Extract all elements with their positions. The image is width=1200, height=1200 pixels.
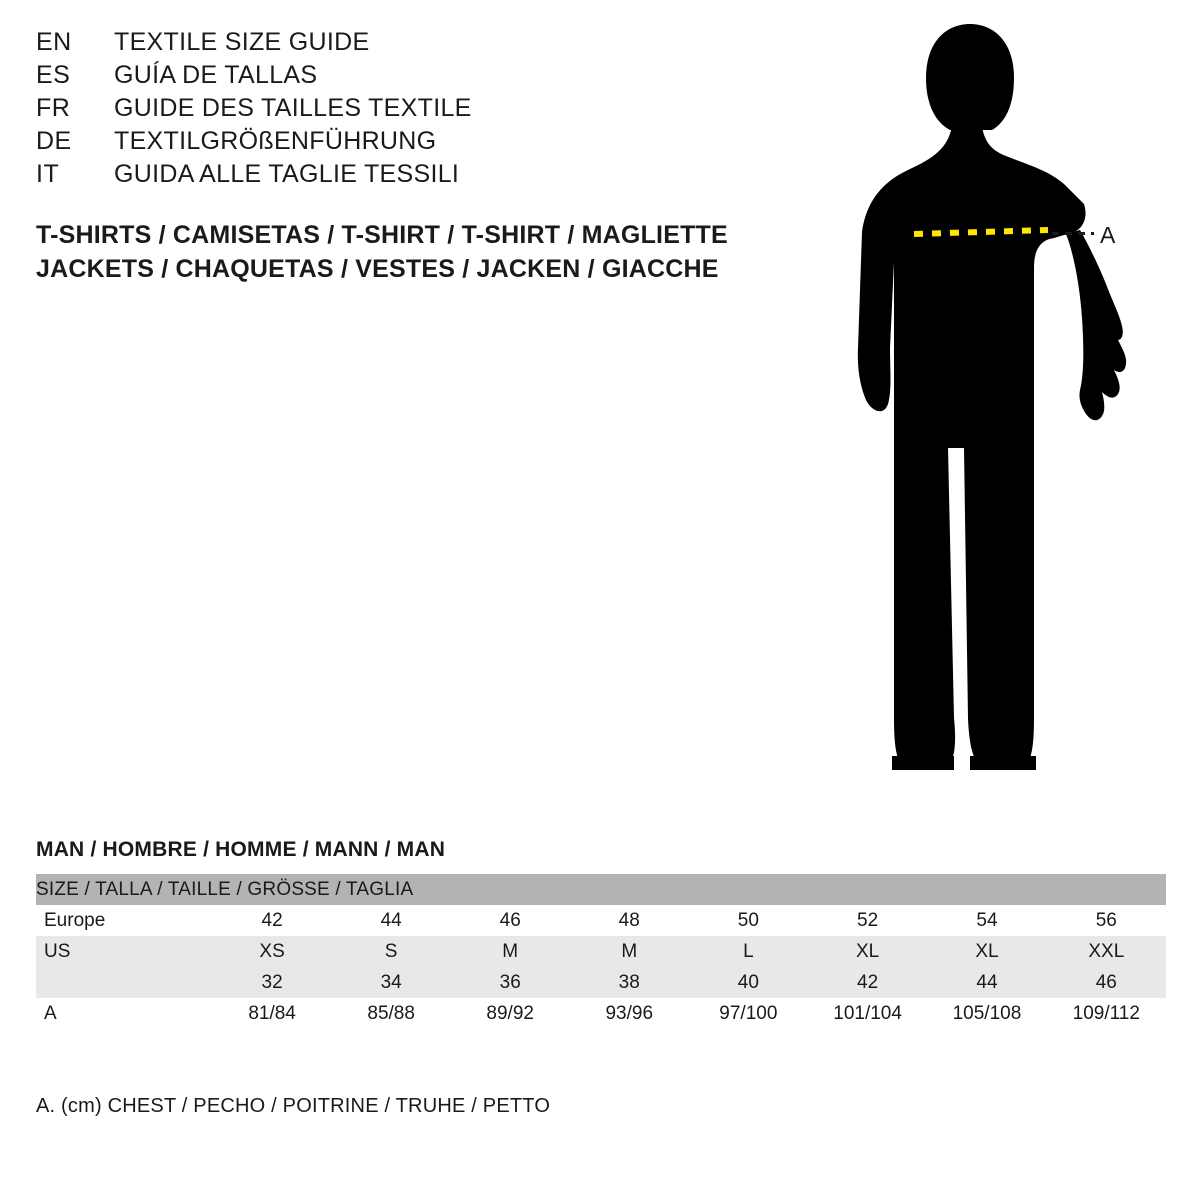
table-row: [36, 967, 1166, 998]
cell: 50: [737, 909, 759, 931]
language-row: [36, 28, 796, 61]
cell: 105/108: [952, 1002, 1022, 1024]
cell: XXL: [1088, 940, 1125, 962]
language-code: FR: [36, 94, 71, 122]
table-row: [36, 998, 1166, 1029]
cell: 54: [976, 909, 998, 931]
language-row: [36, 94, 796, 127]
cell: 42: [857, 971, 879, 993]
cell: XL: [855, 940, 880, 962]
cell: 40: [737, 971, 759, 993]
cell: 52: [857, 909, 879, 931]
cell: 85/88: [367, 1002, 415, 1024]
garment-category-list: [36, 218, 728, 286]
language-title: TEXTILE SIZE GUIDE: [114, 28, 370, 56]
cell: 56: [1095, 909, 1117, 931]
cell: 34: [380, 971, 402, 993]
row-label: A: [44, 1002, 57, 1024]
table-header-row: [36, 874, 1166, 905]
table-row: [36, 936, 1166, 967]
language-title: GUIDE DES TAILLES TEXTILE: [114, 94, 472, 122]
table-section-title: MAN / HOMBRE / HOMME / MANN / MAN: [36, 838, 446, 861]
row-label: [36, 967, 213, 998]
cell: XS: [259, 940, 285, 962]
cell: S: [384, 940, 398, 962]
cell: L: [743, 940, 754, 962]
cell: 44: [380, 909, 402, 931]
cell: 32: [261, 971, 283, 993]
language-code: ES: [36, 61, 71, 89]
row-label: Europe: [44, 909, 106, 931]
cell: 109/112: [1072, 1002, 1140, 1024]
category-jackets: JACKETS / CHAQUETAS / VESTES / JACKEN / GIACCHE: [36, 255, 719, 283]
measure-label-a: A: [1100, 222, 1116, 248]
language-title-list: [36, 28, 796, 193]
row-label: US: [44, 940, 71, 962]
cell: 42: [261, 909, 283, 931]
cell: 48: [618, 909, 640, 931]
table-header-label: SIZE / TALLA / TAILLE / GRÖSSE / TAGLIA: [36, 878, 414, 900]
language-code: DE: [36, 127, 72, 155]
cell: 46: [499, 909, 521, 931]
footnote-chest-measurement: A. (cm) CHEST / PECHO / POITRINE / TRUHE / PETTO: [36, 1095, 551, 1117]
size-table-section: [36, 838, 1166, 1029]
measure-leader-line: [1052, 232, 1094, 235]
language-title: TEXTILGRÖßENFÜHRUNG: [114, 127, 437, 155]
language-code: EN: [36, 28, 72, 56]
cell: 89/92: [486, 1002, 534, 1024]
cell: M: [621, 940, 638, 962]
language-row: [36, 61, 796, 94]
cell: 44: [976, 971, 998, 993]
cell: 46: [1095, 971, 1117, 993]
silhouette-svg: [830, 18, 1170, 788]
cell: 38: [618, 971, 640, 993]
cell: XL: [975, 940, 999, 962]
cell: M: [502, 940, 519, 962]
language-title: GUÍA DE TALLAS: [114, 61, 318, 89]
cell: 81/84: [248, 1002, 296, 1024]
size-table: [36, 874, 1166, 1029]
cell: 36: [499, 971, 521, 993]
cell: 97/100: [719, 1002, 778, 1024]
male-silhouette-figure: [830, 18, 1170, 788]
table-row: [36, 905, 1166, 936]
language-title: GUIDA ALLE TAGLIE TESSILI: [114, 160, 460, 188]
cell: 101/104: [833, 1002, 902, 1024]
language-row: [36, 160, 796, 193]
language-row: [36, 127, 796, 160]
cell: 93/96: [605, 1002, 654, 1024]
category-tshirts: T-SHIRTS / CAMISETAS / T-SHIRT / T-SHIRT / MAGLIETTE: [36, 221, 728, 249]
language-code: IT: [36, 160, 60, 188]
